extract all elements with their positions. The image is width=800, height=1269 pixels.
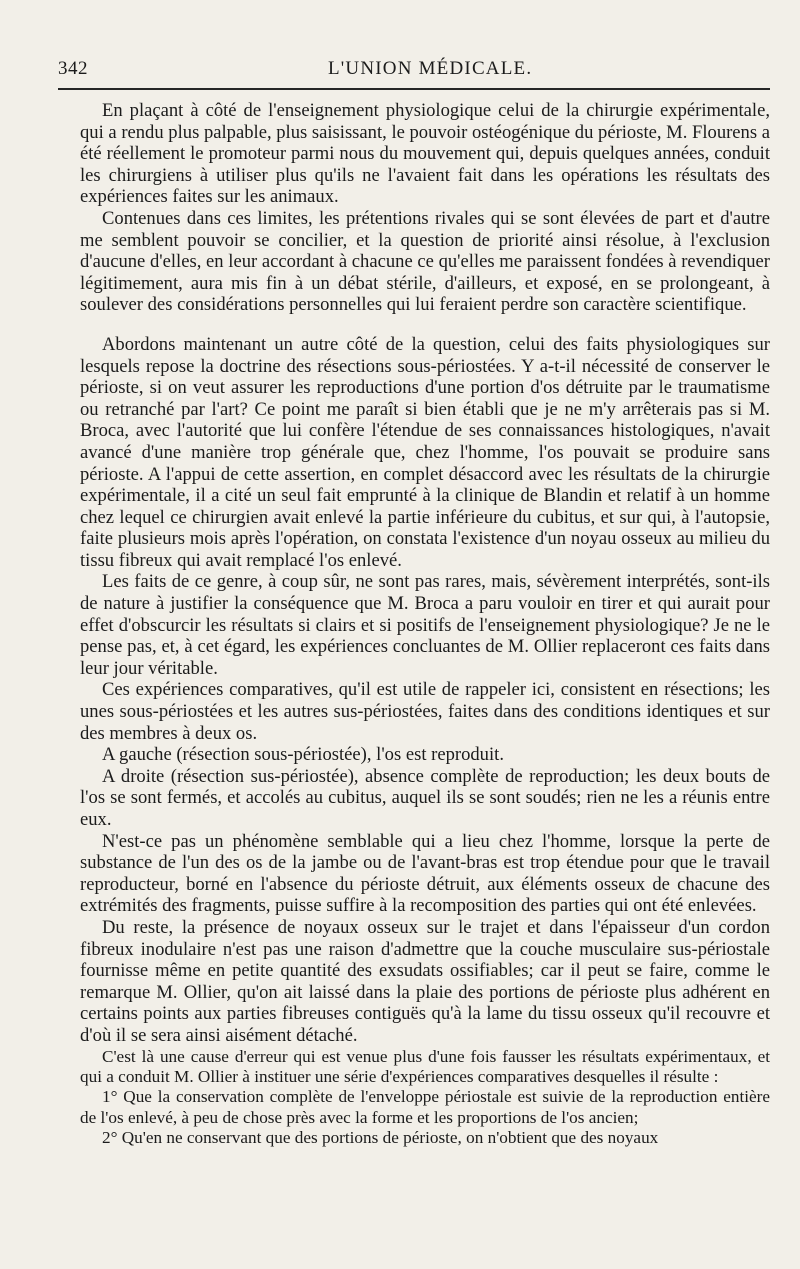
paragraph: A droite (résection sus-périostée), absence complète de reproduction; les deux bouts de l'os se sont fermés, et accolés au cubitus, auquel ils se sont soudés; rien ne les a réunis entre eux. <box>80 765 770 830</box>
body-text <box>80 100 770 1149</box>
paragraph: Abordons maintenant un autre côté de la question, celui des faits physiologiques sur lesquels repose la doctrine des résections sous-périostées. Y a-t-il nécessité de conserver le périoste, si on veut assurer les reproductions d'une portion d'os détruite par le traumatisme ou retranché par l'art? Ce point me paraît si bien établi que je ne m'y arrêterais pas si M. Broca, avec l'autorité que lui confère l'étendue de ses connaissances histologiques, n'avait avancé d'une manière trop générale que, chez l'homme, l'os pouvait se produire sans périoste. A l'appui de cette assertion, en complet désaccord avec les résultats de la chirurgie expérimentale, il a cité un seul fait emprunté à la clinique de Blandin et relatif à un homme chez lequel ce chirurgien avait enlevé la partie inférieure du cubitus, et sur qui, à l'autopsie, faite plusieurs mois après l'opération, on constata l'existence d'un noyau osseux au milieu du tissu fibreux qui avait remplacé l'os enlevé. <box>80 333 770 571</box>
list-item: 2° Qu'en ne conservant que des portions de périoste, on n'obtient que des noyaux <box>102 1128 659 1148</box>
page-number: 342 <box>58 58 88 79</box>
header-rule <box>58 88 770 90</box>
paragraph: Les faits de ce genre, à coup sûr, ne sont pas rares, mais, sévèrement interprétés, sont-ils de nature à justifier la conséquence que M. Broca a paru vouloir en tirer et qui aurait pour effet d'obscurcir les résultats si clairs et si positifs de l'enseignement physiologique? Je ne le pense pas, et, à cet égard, les expériences concluantes de M. Ollier replaceront ces faits dans leur jour véritable. <box>80 571 770 679</box>
paragraph: A gauche (résection sous-périostée), l'os est reproduit. <box>102 744 504 766</box>
paragraph: C'est là une cause d'erreur qui est venue plus d'une fois fausser les résultats expérimentaux, et qui a conduit M. Ollier à instituer une série d'expériences comparatives desquelles il résulte : <box>80 1046 770 1086</box>
list-item: 1° Que la conservation complète de l'enveloppe périostale est suivie de la reproduction entière de l'os enlevé, à peu de chose près avec la forme et les proportions de l'os ancien; <box>80 1087 770 1127</box>
page-header <box>58 58 770 84</box>
paragraph: N'est-ce pas un phénomène semblable qui a lieu chez l'homme, lorsque la perte de substance de l'un des os de la jambe ou de l'avant-bras est trop étendue pour que le travail reproducteur, borné en l'absence du périoste détruit, aux éléments osseux de chacune des extrémités des fragments, puisse suffire à la recomposition des parties qui ont été enlevées. <box>80 830 770 917</box>
paragraph: Contenues dans ces limites, les prétentions rivales qui se sont élevées de part et d'autre me semblent pouvoir se concilier, et la question de priorité ainsi résolue, à l'exclusion d'aucune d'elles, en leur accordant à chacune ce qu'elles me paraissent fondées à revendiquer légitimement, aura mis fin à un débat stérile, d'ailleurs, et exposé, en se prolongeant, à soulever des considérations personnelles qui lui feraient perdre son caractère scientifique. <box>80 207 770 316</box>
paragraph: En plaçant à côté de l'enseignement physiologique celui de la chirurgie expérimentale, qui a rendu plus palpable, plus saisissant, le pouvoir ostéogénique du périoste, M. Flourens a été réellement le promoteur parmi nous du mouvement qui, depuis quelques années, conduit les chirurgiens à utiliser plus qu'ils ne l'avaient fait dans les opérations les résultats des expériences faites sur les animaux. <box>80 100 770 208</box>
paragraph: Du reste, la présence de noyaux osseux sur le trajet et dans l'épaisseur d'un cordon fibreux inodulaire n'est pas une raison d'admettre que la couche musculaire sus-périostale fournisse même en petite quantité des exsudats ossifiables; car il peut se faire, comme le remarque M. Ollier, qu'on ait laissé dans la plaie des portions de périoste plus adhérent en certains points aux parties fibreuses contiguës qu'à la lame du tissu osseux qu'il recouvre et d'où il se sera ainsi aisément détaché. <box>80 916 770 1046</box>
paragraph: Ces expériences comparatives, qu'il est utile de rappeler ici, consistent en résections; les unes sous-périostées et les autres sus-périostées, faites dans des conditions identiques et sur des membres à deux os. <box>80 679 770 744</box>
running-head: L'UNION MÉDICALE. <box>328 58 533 79</box>
